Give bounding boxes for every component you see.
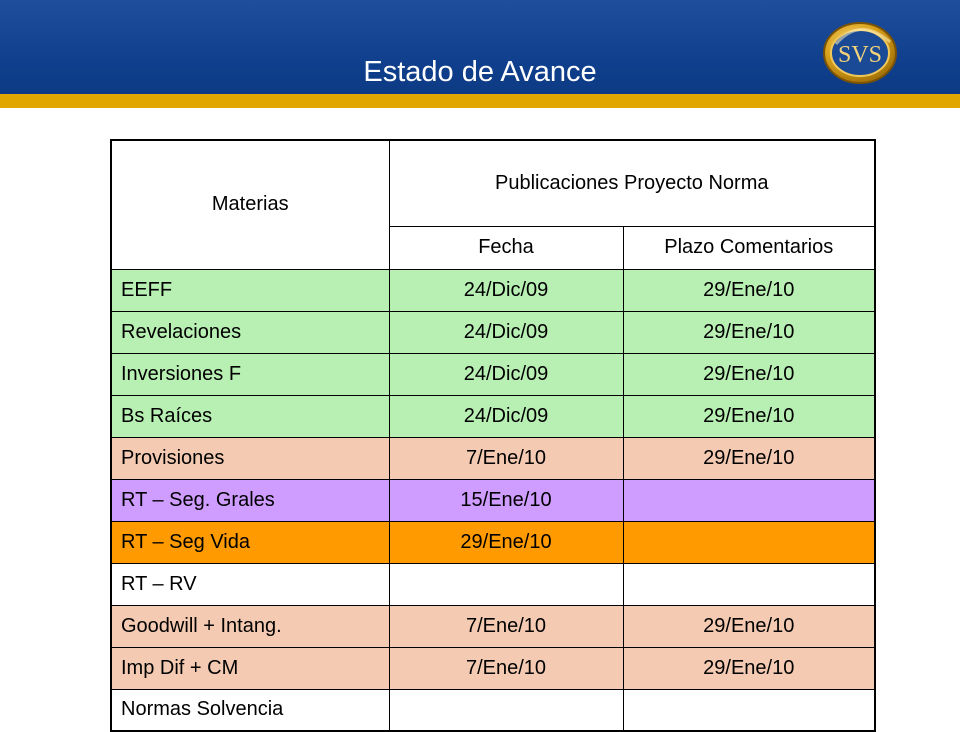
cell-fecha: 24/Dic/09 xyxy=(389,395,623,437)
table-row xyxy=(111,689,875,731)
cell-materia: RT – RV xyxy=(111,563,389,605)
cell-fecha xyxy=(389,689,623,731)
table-row xyxy=(111,395,875,437)
cell-materia: EEFF xyxy=(111,269,389,311)
cell-fecha: 24/Dic/09 xyxy=(389,353,623,395)
header-gold-rule xyxy=(0,94,960,108)
cell-materia: RT – Seg Vida xyxy=(111,521,389,563)
cell-materia: Normas Solvencia xyxy=(111,689,389,731)
slide-title: Estado de Avance xyxy=(363,56,597,88)
table-row xyxy=(111,563,875,605)
cell-plazo: 29/Ene/10 xyxy=(623,437,875,479)
cell-plazo xyxy=(623,479,875,521)
cell-plazo: 29/Ene/10 xyxy=(623,647,875,689)
cell-fecha: 7/Ene/10 xyxy=(389,647,623,689)
table-row xyxy=(111,647,875,689)
header-materias: Materias xyxy=(111,140,389,269)
cell-materia: Goodwill + Intang. xyxy=(111,605,389,647)
cell-materia: Inversiones F xyxy=(111,353,389,395)
table-row xyxy=(111,353,875,395)
cell-plazo: 29/Ene/10 xyxy=(623,353,875,395)
cell-plazo: 29/Ene/10 xyxy=(623,395,875,437)
cell-plazo xyxy=(623,521,875,563)
cell-materia: Revelaciones xyxy=(111,311,389,353)
table-row xyxy=(111,521,875,563)
cell-plazo: 29/Ene/10 xyxy=(623,605,875,647)
cell-fecha: 15/Ene/10 xyxy=(389,479,623,521)
cell-plazo xyxy=(623,689,875,731)
cell-plazo: 29/Ene/10 xyxy=(623,269,875,311)
table-row xyxy=(111,605,875,647)
cell-fecha: 7/Ene/10 xyxy=(389,605,623,647)
table-row xyxy=(111,311,875,353)
cell-materia: Provisiones xyxy=(111,437,389,479)
svs-logo xyxy=(818,18,902,88)
cell-fecha xyxy=(389,563,623,605)
table-row xyxy=(111,269,875,311)
header-plazo: Plazo Comentarios xyxy=(623,226,875,269)
svs-logo-icon xyxy=(818,18,902,88)
cell-materia: Imp Dif + CM xyxy=(111,647,389,689)
header-publicaciones: Publicaciones Proyecto Norma xyxy=(389,140,875,226)
cell-fecha: 29/Ene/10 xyxy=(389,521,623,563)
table-row xyxy=(111,479,875,521)
cell-fecha: 7/Ene/10 xyxy=(389,437,623,479)
header-fecha: Fecha xyxy=(389,226,623,269)
cell-materia: Bs Raíces xyxy=(111,395,389,437)
cell-plazo: 29/Ene/10 xyxy=(623,311,875,353)
table-header-row xyxy=(111,140,875,226)
cell-materia: RT – Seg. Grales xyxy=(111,479,389,521)
table-row xyxy=(111,437,875,479)
progress-table xyxy=(110,139,876,732)
cell-fecha: 24/Dic/09 xyxy=(389,311,623,353)
svg-text:SVS: SVS xyxy=(837,42,883,68)
cell-plazo xyxy=(623,563,875,605)
cell-fecha: 24/Dic/09 xyxy=(389,269,623,311)
